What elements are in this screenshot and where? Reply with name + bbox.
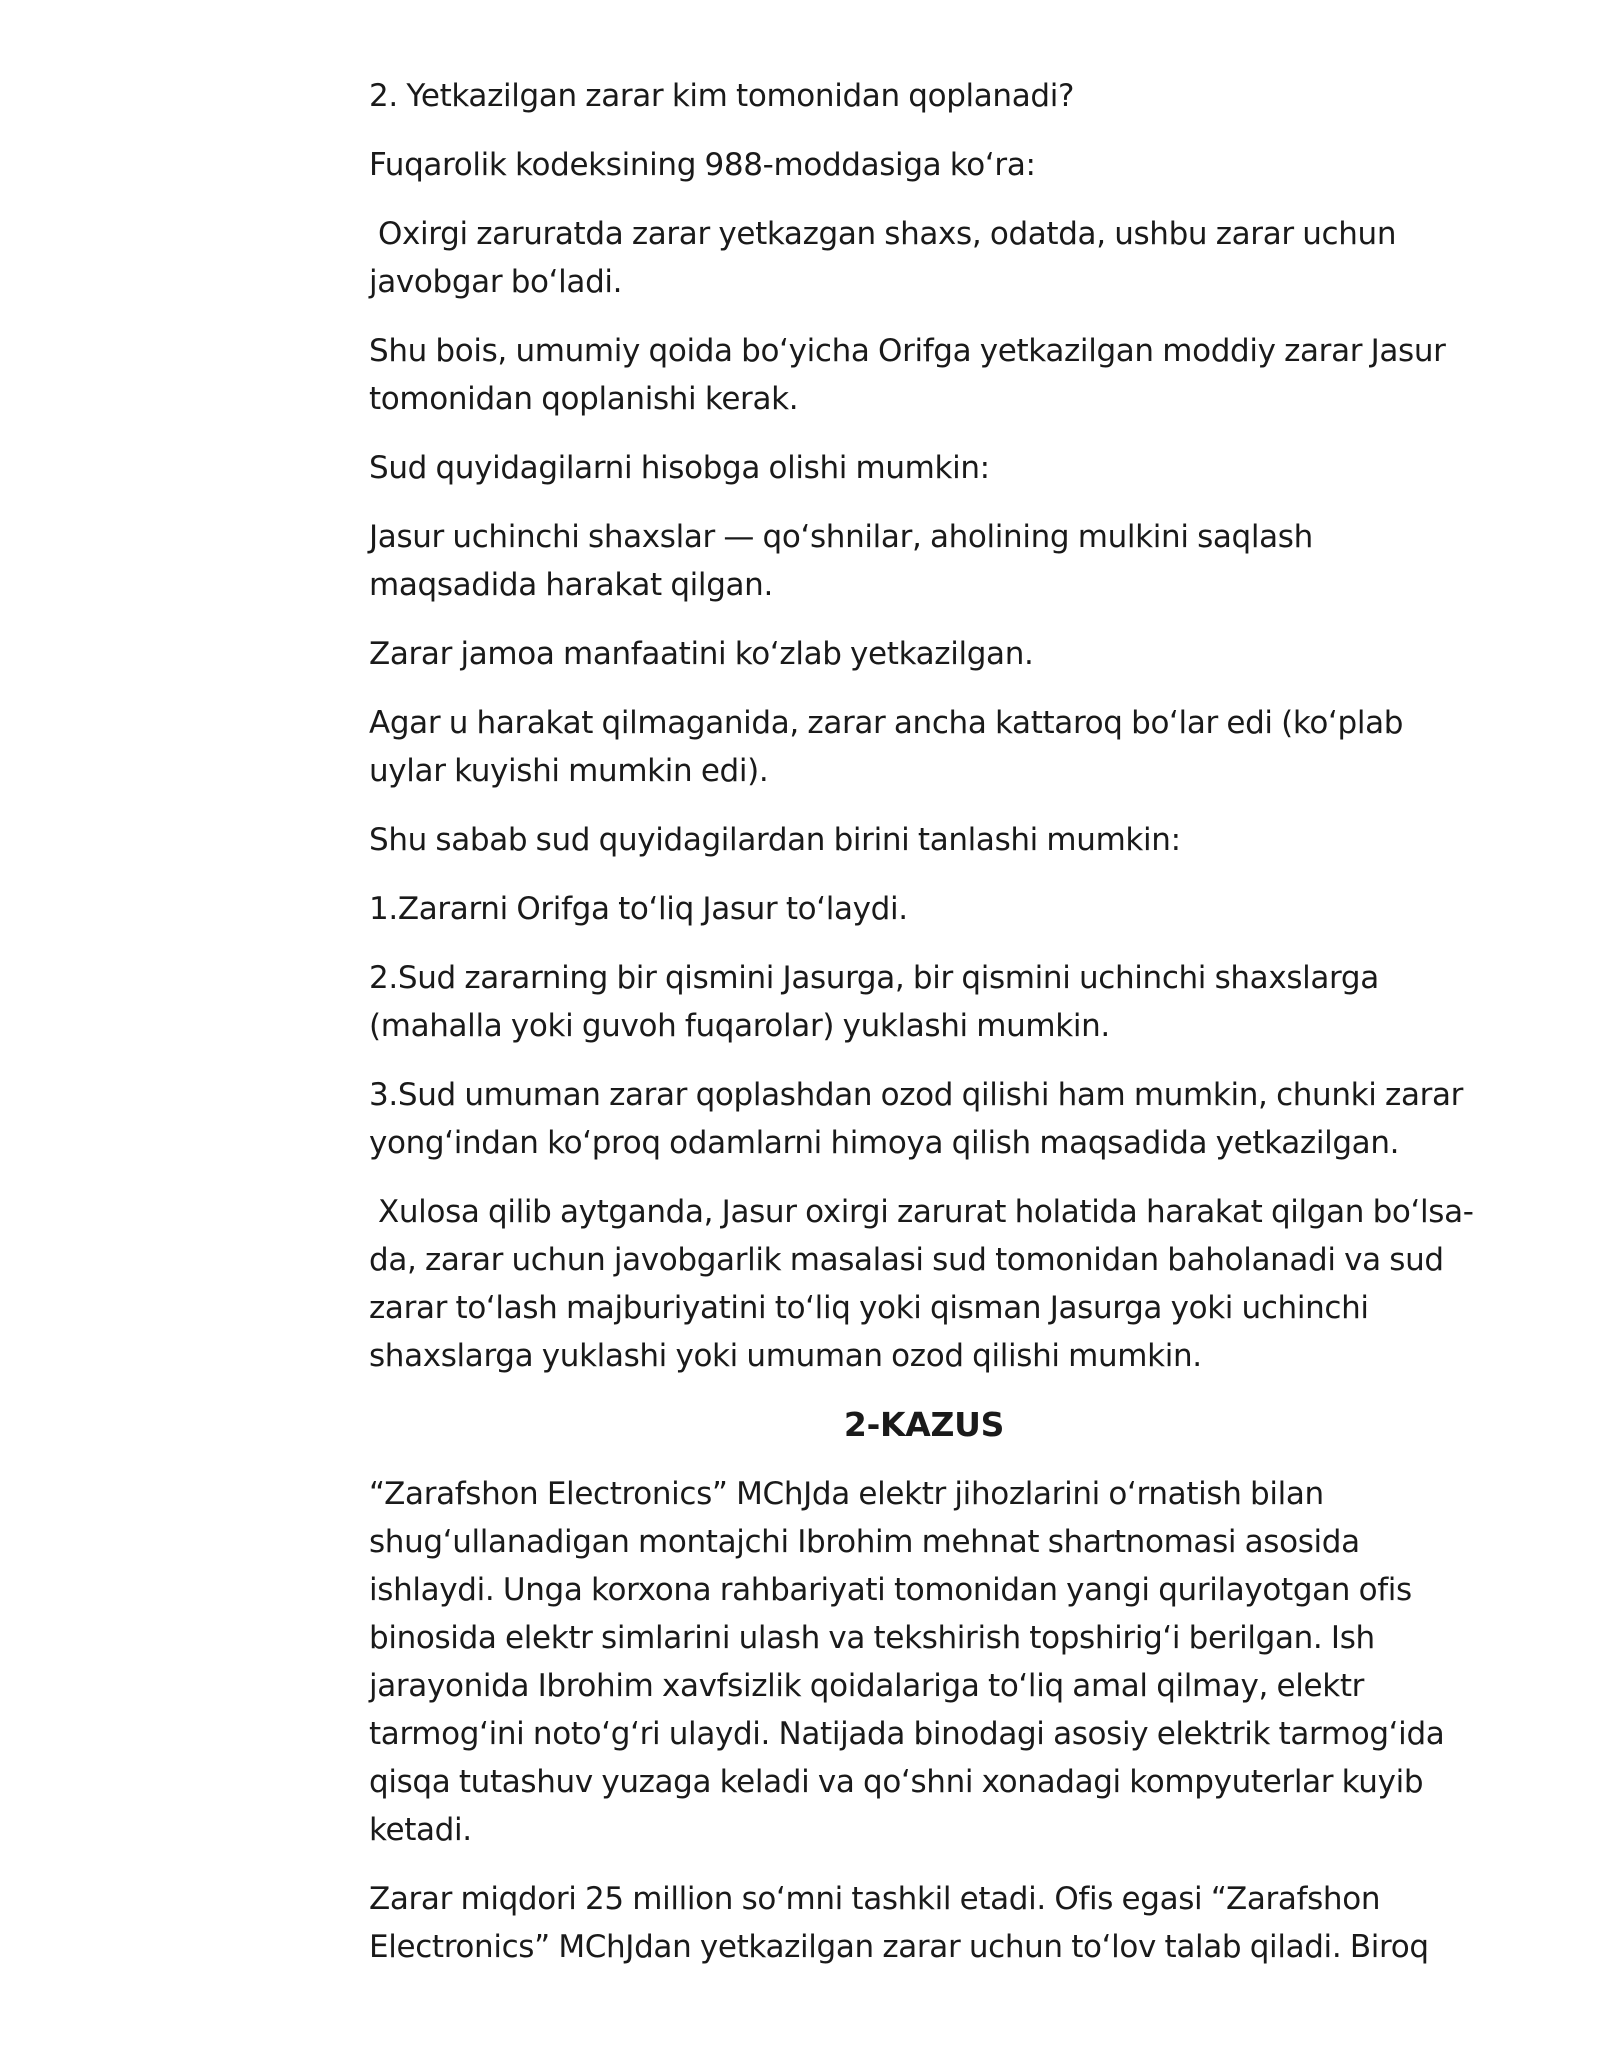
paragraph-court-consider: Sud quyidagilarni hisobga olishi mumkin: <box>369 450 990 486</box>
paragraph-collective-interest: Zarar jamoa manfaatini koʻzlab yetkazilgan. <box>369 636 1034 672</box>
paragraph-third-parties: Jasur uchinchi shaxslar — qoʻshnilar, aholining mulkini saqlash maqsadida harakat qilgan. <box>369 519 1313 603</box>
paragraph-conclusion: Xulosa qilib aytganda, Jasur oxirgi zarurat holatida harakat qilgan boʻlsa-da, zarar uchun javobgarlik masalasi sud tomonidan baholanadi va sud zarar toʻlash majburiyatini toʻliq yoki qisman Jasurga yoki uchinchi shaxslarga yuklashi yoki umuman ozod qilishi mumkin. <box>369 1194 1474 1374</box>
paragraph-code-reference: Fuqarolik kodeksining 988-moddasiga koʻra: <box>369 147 1036 183</box>
document-page <box>369 72 1479 1992</box>
paragraph-greater-harm: Agar u harakat qilmaganida, zarar ancha kattaroq boʻlar edi (koʻplab uylar kuyishi mumkin edi). <box>369 705 1404 789</box>
paragraph-case-description: “Zarafshon Electronics” MChJda elektr jihozlarini oʻrnatish bilan shugʻullanadigan montajchi Ibrohim mehnat shartnomasi asosida ishlaydi. Unga korxona rahbariyati tomonidan yangi qurilayotgan ofis binosida elektr simlarini ulash va tekshirish topshirigʻi berilgan. Ish jarayonida Ibrohim xavfsizlik qoidalariga toʻliq amal qilmay, elektr tarmogʻini notoʻgʻri ulaydi. Natijada binodagi asosiy elektrik tarmogʻida qisqa tutashuv yuzaga keladi va qoʻshni xonadagi kompyuterlar kuyib ketadi. <box>369 1476 1445 1848</box>
paragraph-option-2: 2.Sud zararning bir qismini Jasurga, bir qismini uchinchi shaxslarga (mahalla yoki guvoh fuqarolar) yuklashi mumkin. <box>369 960 1379 1044</box>
paragraph-damage-amount: Zarar miqdori 25 million soʻmni tashkil etadi. Ofis egasi “Zarafshon Electronics” MChJdan yetkazilgan zarar uchun toʻlov talab qiladi. Biroq <box>369 1881 1429 1965</box>
section-heading: 2-KAZUS <box>843 1405 1005 1444</box>
paragraph-court-options: Shu sabab sud quyidagilardan birini tanlashi mumkin: <box>369 822 1181 858</box>
paragraph-general-rule: Shu bois, umumiy qoida boʻyicha Orifga yetkazilgan moddiy zarar Jasur tomonidan qoplanishi kerak. <box>369 333 1446 417</box>
paragraph-question-2: 2. Yetkazilgan zarar kim tomonidan qoplanadi? <box>369 78 1075 114</box>
paragraph-option-1: 1.Zararni Orifga toʻliq Jasur toʻlaydi. <box>369 891 908 927</box>
paragraph-liability-rule: Oxirgi zaruratda zarar yetkazgan shaxs, odatda, ushbu zarar uchun javobgar boʻladi. <box>369 216 1397 300</box>
paragraph-option-3: 3.Sud umuman zarar qoplashdan ozod qilishi ham mumkin, chunki zarar yongʻindan koʻproq odamlarni himoya qilish maqsadida yetkazilgan. <box>369 1077 1464 1161</box>
